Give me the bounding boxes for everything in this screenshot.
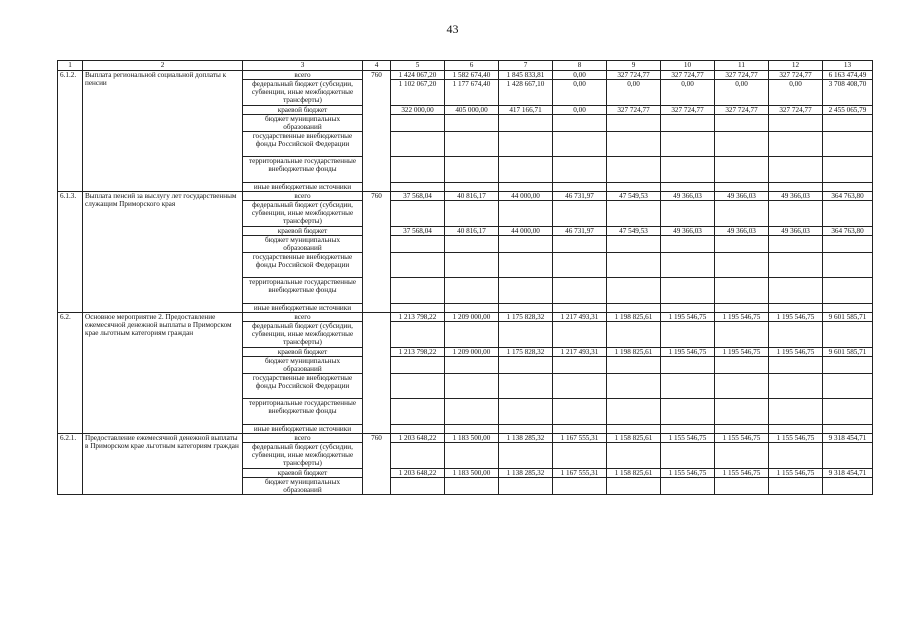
amount-cell xyxy=(445,322,499,348)
amount-cell: 1 203 648,22 xyxy=(391,433,445,442)
amount-cell: 46 731,97 xyxy=(553,191,607,200)
amount-cell xyxy=(661,356,715,373)
funding-source: федеральный бюджет (субсидии, субвенции, иные межбюджетные трансферты) xyxy=(243,443,363,469)
item-code: 6.1.2. xyxy=(58,71,83,192)
amount-cell xyxy=(715,182,769,191)
amount-cell xyxy=(391,235,445,252)
amount-cell xyxy=(661,303,715,312)
amount-cell xyxy=(445,252,499,278)
amount-cell xyxy=(499,356,553,373)
column-header-5: 5 xyxy=(391,61,445,71)
amount-cell xyxy=(445,477,499,494)
amount-cell: 0,00 xyxy=(607,80,661,106)
amount-cell xyxy=(769,373,823,399)
amount-cell xyxy=(769,157,823,183)
amount-cell: 1 167 555,31 xyxy=(553,468,607,477)
amount-cell xyxy=(445,131,499,157)
amount-cell xyxy=(391,252,445,278)
amount-cell: 1 198 825,61 xyxy=(607,312,661,321)
amount-cell xyxy=(391,373,445,399)
amount-cell: 49 366,03 xyxy=(769,191,823,200)
amount-cell xyxy=(391,424,445,433)
amount-cell xyxy=(391,477,445,494)
amount-cell xyxy=(499,303,553,312)
amount-cell: 9 318 454,71 xyxy=(823,433,873,442)
amount-cell: 3 708 408,70 xyxy=(823,80,873,106)
amount-cell: 49 366,03 xyxy=(661,226,715,235)
amount-cell: 49 366,03 xyxy=(661,191,715,200)
column-header-6: 6 xyxy=(445,61,499,71)
amount-cell xyxy=(823,157,873,183)
amount-cell xyxy=(715,373,769,399)
amount-cell: 47 549,53 xyxy=(607,226,661,235)
amount-cell: 1 158 825,61 xyxy=(607,468,661,477)
funding-source: всего xyxy=(243,71,363,80)
amount-cell xyxy=(823,131,873,157)
column-header-2: 2 xyxy=(83,61,243,71)
amount-cell: 327 724,77 xyxy=(607,71,661,80)
amount-cell xyxy=(445,356,499,373)
funding-source: бюджет муниципальных образований xyxy=(243,477,363,494)
amount-cell xyxy=(715,235,769,252)
amount-cell xyxy=(715,399,769,425)
amount-cell: 1 195 546,75 xyxy=(661,347,715,356)
amount-cell xyxy=(715,477,769,494)
amount-cell xyxy=(769,201,823,227)
amount-cell xyxy=(823,373,873,399)
header-row xyxy=(58,61,873,71)
amount-cell xyxy=(553,424,607,433)
amount-cell xyxy=(499,182,553,191)
item-code: 6.2.1. xyxy=(58,433,83,494)
amount-cell: 1 217 493,31 xyxy=(553,347,607,356)
funding-source: федеральный бюджет (субсидии, субвенции, иные межбюджетные трансферты) xyxy=(243,322,363,348)
amount-cell xyxy=(499,278,553,304)
amount-cell xyxy=(499,252,553,278)
amount-cell: 1 195 546,75 xyxy=(715,347,769,356)
amount-cell xyxy=(391,182,445,191)
funding-source: всего xyxy=(243,433,363,442)
amount-cell xyxy=(823,252,873,278)
amount-cell: 0,00 xyxy=(715,80,769,106)
amount-cell xyxy=(715,157,769,183)
amount-cell xyxy=(715,201,769,227)
amount-cell: 9 318 454,71 xyxy=(823,468,873,477)
amount-cell: 1 582 674,40 xyxy=(445,71,499,80)
amount-cell: 0,00 xyxy=(553,80,607,106)
amount-cell xyxy=(769,278,823,304)
amount-cell xyxy=(661,157,715,183)
amount-cell xyxy=(607,399,661,425)
amount-cell: 1 155 546,75 xyxy=(715,433,769,442)
amount-cell xyxy=(391,356,445,373)
page-number: 43 xyxy=(446,22,459,36)
amount-cell xyxy=(715,303,769,312)
amount-cell xyxy=(769,182,823,191)
amount-cell xyxy=(553,443,607,469)
funding-source: бюджет муниципальных образований xyxy=(243,356,363,373)
grbs-code: 760 xyxy=(363,433,391,494)
funding-source: бюджет муниципальных образований xyxy=(243,114,363,131)
amount-cell: 1 175 828,32 xyxy=(499,312,553,321)
amount-cell xyxy=(823,278,873,304)
amount-cell xyxy=(661,114,715,131)
amount-cell xyxy=(607,114,661,131)
amount-cell xyxy=(661,322,715,348)
table-row xyxy=(58,71,873,80)
amount-cell xyxy=(661,373,715,399)
amount-cell: 1 428 667,10 xyxy=(499,80,553,106)
funding-source: федеральный бюджет (субсидии, субвенции, иные межбюджетные трансферты) xyxy=(243,80,363,106)
amount-cell xyxy=(661,424,715,433)
amount-cell xyxy=(769,252,823,278)
funding-source: всего xyxy=(243,312,363,321)
amount-cell xyxy=(445,201,499,227)
amount-cell: 2 455 065,79 xyxy=(823,105,873,114)
amount-cell xyxy=(769,477,823,494)
amount-cell: 49 366,03 xyxy=(715,226,769,235)
amount-cell: 364 763,80 xyxy=(823,226,873,235)
amount-cell: 1 213 798,22 xyxy=(391,347,445,356)
funding-source: краевой бюджет xyxy=(243,468,363,477)
funding-source: государственные внебюджетные фонды Российской Федерации xyxy=(243,373,363,399)
amount-cell xyxy=(823,322,873,348)
amount-cell: 364 763,80 xyxy=(823,191,873,200)
amount-cell xyxy=(391,443,445,469)
amount-cell: 1 138 285,32 xyxy=(499,433,553,442)
amount-cell xyxy=(823,356,873,373)
amount-cell xyxy=(769,424,823,433)
amount-cell: 1 198 825,61 xyxy=(607,347,661,356)
amount-cell xyxy=(553,157,607,183)
amount-cell xyxy=(769,322,823,348)
amount-cell xyxy=(391,278,445,304)
amount-cell: 40 816,17 xyxy=(445,226,499,235)
funding-source: иные внебюджетные источники xyxy=(243,182,363,191)
column-header-4: 4 xyxy=(363,61,391,71)
amount-cell: 1 217 493,31 xyxy=(553,312,607,321)
amount-cell xyxy=(823,114,873,131)
amount-cell: 9 601 585,71 xyxy=(823,312,873,321)
amount-cell xyxy=(391,399,445,425)
amount-cell: 40 816,17 xyxy=(445,191,499,200)
amount-cell: 405 000,00 xyxy=(445,105,499,114)
amount-cell xyxy=(553,303,607,312)
amount-cell: 0,00 xyxy=(661,80,715,106)
amount-cell xyxy=(607,252,661,278)
amount-cell xyxy=(553,235,607,252)
table-row xyxy=(58,312,873,321)
amount-cell xyxy=(661,182,715,191)
amount-cell: 37 568,04 xyxy=(391,191,445,200)
amount-cell xyxy=(607,322,661,348)
amount-cell: 1 155 546,75 xyxy=(661,433,715,442)
amount-cell xyxy=(823,182,873,191)
amount-cell: 37 568,04 xyxy=(391,226,445,235)
funding-source: краевой бюджет xyxy=(243,105,363,114)
amount-cell: 1 158 825,61 xyxy=(607,433,661,442)
amount-cell xyxy=(553,278,607,304)
amount-cell xyxy=(607,443,661,469)
amount-cell xyxy=(607,424,661,433)
amount-cell xyxy=(499,443,553,469)
amount-cell xyxy=(607,477,661,494)
amount-cell xyxy=(499,157,553,183)
grbs-code: 760 xyxy=(363,191,391,312)
amount-cell xyxy=(607,303,661,312)
amount-cell: 327 724,77 xyxy=(661,105,715,114)
amount-cell: 1 138 285,32 xyxy=(499,468,553,477)
amount-cell xyxy=(391,131,445,157)
amount-cell xyxy=(607,131,661,157)
amount-cell: 49 366,03 xyxy=(769,226,823,235)
amount-cell xyxy=(553,182,607,191)
amount-cell: 327 724,77 xyxy=(715,105,769,114)
amount-cell xyxy=(715,278,769,304)
amount-cell: 1 195 546,75 xyxy=(715,312,769,321)
funding-source: иные внебюджетные источники xyxy=(243,303,363,312)
amount-cell: 327 724,77 xyxy=(607,105,661,114)
amount-cell xyxy=(553,201,607,227)
amount-cell: 1 177 674,40 xyxy=(445,80,499,106)
funding-source: территориальные государственные внебюджетные фонды xyxy=(243,157,363,183)
budget-table xyxy=(57,60,873,495)
item-name: Предоставление ежемесячной денежной выплаты в Приморском крае льготным категориям граждан xyxy=(83,433,243,494)
funding-source: государственные внебюджетные фонды Российской Федерации xyxy=(243,252,363,278)
amount-cell xyxy=(661,399,715,425)
amount-cell xyxy=(499,201,553,227)
column-header-8: 8 xyxy=(553,61,607,71)
amount-cell: 1 209 000,00 xyxy=(445,312,499,321)
amount-cell xyxy=(445,373,499,399)
amount-cell: 1 845 833,81 xyxy=(499,71,553,80)
column-header-12: 12 xyxy=(769,61,823,71)
column-header-1: 1 xyxy=(58,61,83,71)
amount-cell xyxy=(823,477,873,494)
funding-source: бюджет муниципальных образований xyxy=(243,235,363,252)
amount-cell: 327 724,77 xyxy=(769,105,823,114)
amount-cell xyxy=(499,131,553,157)
amount-cell xyxy=(391,114,445,131)
amount-cell: 1 195 546,75 xyxy=(661,312,715,321)
amount-cell xyxy=(769,303,823,312)
amount-cell xyxy=(607,182,661,191)
amount-cell xyxy=(391,303,445,312)
amount-cell xyxy=(607,235,661,252)
funding-source: всего xyxy=(243,191,363,200)
amount-cell xyxy=(553,322,607,348)
amount-cell: 1 175 828,32 xyxy=(499,347,553,356)
amount-cell: 47 549,53 xyxy=(607,191,661,200)
amount-cell xyxy=(553,477,607,494)
amount-cell: 322 000,00 xyxy=(391,105,445,114)
amount-cell xyxy=(715,131,769,157)
amount-cell xyxy=(715,443,769,469)
amount-cell: 1 203 648,22 xyxy=(391,468,445,477)
item-code: 6.2. xyxy=(58,312,83,433)
amount-cell: 1 195 546,75 xyxy=(769,312,823,321)
amount-cell: 1 102 067,20 xyxy=(391,80,445,106)
amount-cell: 0,00 xyxy=(553,71,607,80)
amount-cell xyxy=(823,235,873,252)
amount-cell xyxy=(769,356,823,373)
amount-cell xyxy=(553,114,607,131)
amount-cell: 417 166,71 xyxy=(499,105,553,114)
amount-cell: 46 731,97 xyxy=(553,226,607,235)
amount-cell xyxy=(769,443,823,469)
amount-cell xyxy=(661,278,715,304)
amount-cell xyxy=(445,399,499,425)
grbs-code: 760 xyxy=(363,71,391,192)
amount-cell xyxy=(499,114,553,131)
column-header-11: 11 xyxy=(715,61,769,71)
amount-cell xyxy=(823,303,873,312)
amount-cell xyxy=(769,399,823,425)
amount-cell: 327 724,77 xyxy=(661,71,715,80)
amount-cell xyxy=(553,356,607,373)
column-header-9: 9 xyxy=(607,61,661,71)
amount-cell: 1 155 546,75 xyxy=(715,468,769,477)
amount-cell: 1 195 546,75 xyxy=(769,347,823,356)
amount-cell: 1 424 067,20 xyxy=(391,71,445,80)
column-header-10: 10 xyxy=(661,61,715,71)
amount-cell xyxy=(607,356,661,373)
amount-cell xyxy=(499,399,553,425)
amount-cell: 1 155 546,75 xyxy=(769,433,823,442)
column-header-7: 7 xyxy=(499,61,553,71)
amount-cell xyxy=(607,157,661,183)
amount-cell xyxy=(769,131,823,157)
amount-cell: 327 724,77 xyxy=(769,71,823,80)
amount-cell xyxy=(607,278,661,304)
amount-cell xyxy=(391,157,445,183)
amount-cell xyxy=(661,131,715,157)
amount-cell xyxy=(715,424,769,433)
amount-cell xyxy=(661,201,715,227)
amount-cell xyxy=(769,235,823,252)
amount-cell: 44 000,00 xyxy=(499,226,553,235)
amount-cell xyxy=(445,114,499,131)
amount-cell: 1 183 500,00 xyxy=(445,433,499,442)
item-code: 6.1.3. xyxy=(58,191,83,312)
funding-source: краевой бюджет xyxy=(243,347,363,356)
amount-cell xyxy=(553,131,607,157)
amount-cell: 49 366,03 xyxy=(715,191,769,200)
amount-cell xyxy=(499,373,553,399)
amount-cell: 1 155 546,75 xyxy=(769,468,823,477)
amount-cell xyxy=(715,322,769,348)
amount-cell xyxy=(769,114,823,131)
funding-source: территориальные государственные внебюджетные фонды xyxy=(243,399,363,425)
amount-cell xyxy=(607,373,661,399)
item-name: Выплата пенсий за выслугу лет государственным служащим Приморского края xyxy=(83,191,243,312)
funding-source: государственные внебюджетные фонды Российской Федерации xyxy=(243,131,363,157)
column-header-13: 13 xyxy=(823,61,873,71)
funding-source: территориальные государственные внебюджетные фонды xyxy=(243,278,363,304)
amount-cell xyxy=(823,201,873,227)
funding-source: иные внебюджетные источники xyxy=(243,424,363,433)
amount-cell: 0,00 xyxy=(553,105,607,114)
amount-cell xyxy=(661,443,715,469)
amount-cell xyxy=(445,182,499,191)
amount-cell xyxy=(499,477,553,494)
item-name: Выплата региональной социальной доплаты к пенсии xyxy=(83,71,243,192)
amount-cell: 44 000,00 xyxy=(499,191,553,200)
amount-cell: 1 167 555,31 xyxy=(553,433,607,442)
amount-cell xyxy=(661,252,715,278)
funding-source: федеральный бюджет (субсидии, субвенции, иные межбюджетные трансферты) xyxy=(243,201,363,227)
grbs-code xyxy=(363,312,391,433)
amount-cell: 327 724,77 xyxy=(715,71,769,80)
amount-cell xyxy=(553,399,607,425)
amount-cell: 0,00 xyxy=(769,80,823,106)
table-row xyxy=(58,433,873,442)
amount-cell xyxy=(499,322,553,348)
amount-cell xyxy=(607,201,661,227)
amount-cell xyxy=(499,235,553,252)
amount-cell xyxy=(553,252,607,278)
amount-cell xyxy=(445,424,499,433)
table-row xyxy=(58,191,873,200)
amount-cell: 1 209 000,00 xyxy=(445,347,499,356)
amount-cell xyxy=(445,443,499,469)
amount-cell xyxy=(445,278,499,304)
amount-cell xyxy=(553,373,607,399)
amount-cell: 1 155 546,75 xyxy=(661,468,715,477)
amount-cell xyxy=(391,322,445,348)
amount-cell xyxy=(661,477,715,494)
amount-cell: 1 213 798,22 xyxy=(391,312,445,321)
amount-cell xyxy=(715,252,769,278)
amount-cell xyxy=(823,399,873,425)
amount-cell xyxy=(445,303,499,312)
funding-source: краевой бюджет xyxy=(243,226,363,235)
amount-cell xyxy=(445,235,499,252)
amount-cell: 1 183 500,00 xyxy=(445,468,499,477)
amount-cell xyxy=(823,443,873,469)
amount-cell xyxy=(499,424,553,433)
table-body xyxy=(58,61,873,495)
amount-cell: 9 601 585,71 xyxy=(823,347,873,356)
amount-cell xyxy=(661,235,715,252)
amount-cell: 6 163 474,49 xyxy=(823,71,873,80)
amount-cell xyxy=(391,201,445,227)
amount-cell xyxy=(715,114,769,131)
amount-cell xyxy=(823,424,873,433)
amount-cell xyxy=(445,157,499,183)
item-name: Основное мероприятие 2. Предоставление ежемесячной денежной выплаты в Приморском крае льготным категориям граждан xyxy=(83,312,243,433)
column-header-3: 3 xyxy=(243,61,363,71)
amount-cell xyxy=(715,356,769,373)
